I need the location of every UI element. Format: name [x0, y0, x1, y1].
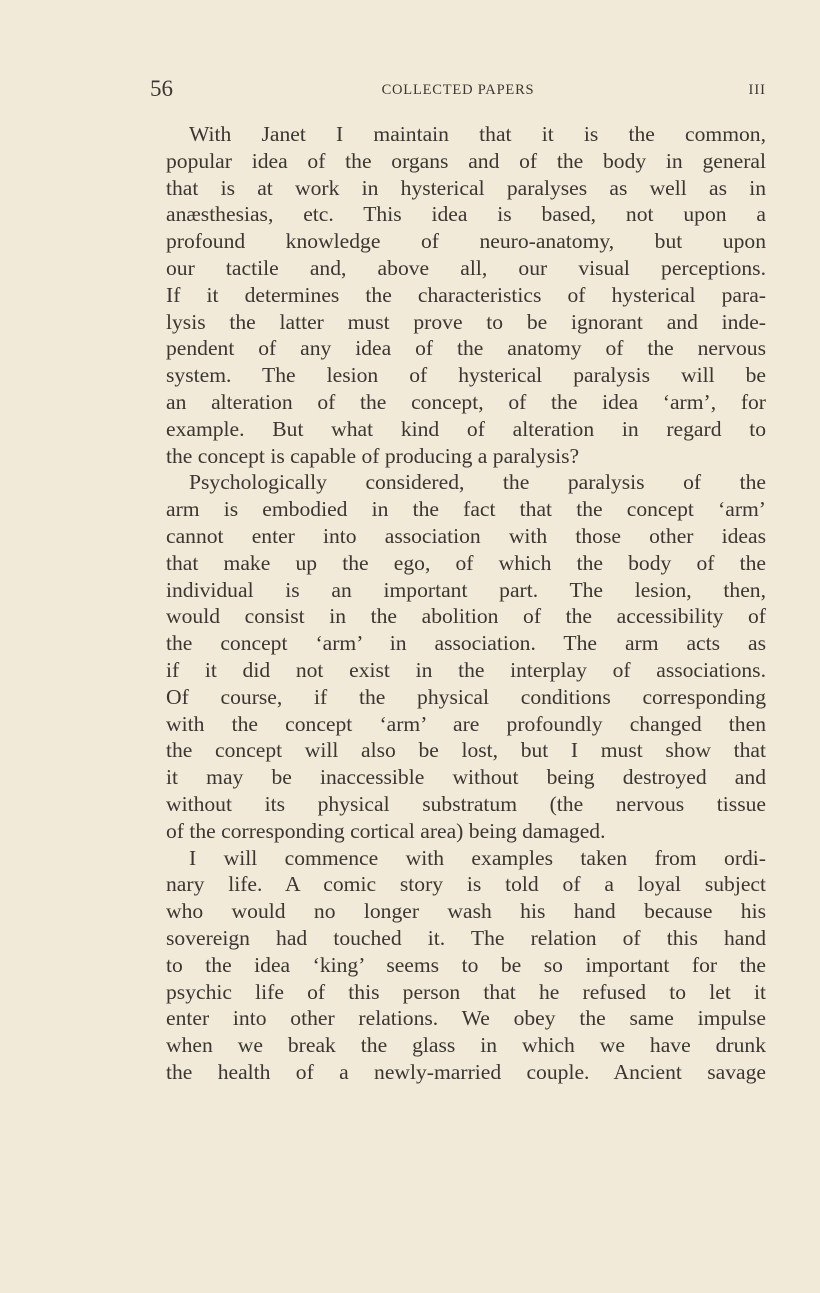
text-line: the concept ‘arm’ in association. The arm acts as	[166, 631, 766, 656]
paragraph	[166, 469, 766, 844]
text-line: Of course, if the physical conditions corresponding	[166, 684, 766, 709]
text-line: anæsthesias, etc. This idea is based, not upon a	[166, 202, 766, 227]
running-header	[150, 76, 766, 104]
text-line: to the idea ‘king’ seems to be so important for the	[166, 952, 766, 977]
text-line: I will commence with examples taken from ordi-	[189, 845, 766, 870]
body-text	[166, 121, 766, 1086]
text-line: that is at work in hysterical paralyses as well as in	[166, 175, 766, 200]
running-title: COLLECTED PAPERS	[381, 82, 535, 98]
text-line: of the corresponding cortical area) being damaged.	[166, 818, 606, 843]
text-line: the concept is capable of producing a paralysis?	[166, 443, 580, 468]
text-line: profound knowledge of neuro-anatomy, but upon	[166, 229, 766, 254]
text-line: would consist in the abolition of the accessibility of	[166, 604, 766, 629]
text-line: who would no longer wash his hand because his	[166, 899, 766, 924]
paragraph	[166, 845, 766, 1086]
paragraph	[166, 121, 766, 469]
text-line: without its physical substratum (the nervous tissue	[166, 791, 766, 816]
text-line: popular idea of the organs and of the body in general	[166, 148, 766, 173]
text-line: sovereign had touched it. The relation of this hand	[166, 925, 766, 950]
text-line: enter into other relations. We obey the same impulse	[166, 1006, 766, 1031]
text-line: pendent of any idea of the anatomy of the nervous	[166, 336, 766, 361]
volume-number: III	[748, 82, 766, 98]
text-line: an alteration of the concept, of the idea ‘arm’, for	[166, 389, 766, 414]
text-line: when we break the glass in which we have drunk	[166, 1033, 766, 1058]
text-line: If it determines the characteristics of hysterical para-	[166, 282, 766, 307]
text-line: individual is an important part. The lesion, then,	[166, 577, 766, 602]
text-line: the concept will also be lost, but I must show that	[166, 738, 766, 763]
text-line: With Janet I maintain that it is the common,	[189, 122, 766, 146]
text-line: arm is embodied in the fact that the concept ‘arm’	[166, 497, 766, 522]
text-line: with the concept ‘arm’ are profoundly changed then	[166, 711, 766, 736]
text-line: cannot enter into association with those other ideas	[166, 523, 766, 548]
text-line: nary life. A comic story is told of a loyal subject	[166, 872, 766, 897]
text-line: the health of a newly-married couple. Ancient savage	[166, 1059, 766, 1084]
text-line: psychic life of this person that he refused to let it	[166, 979, 766, 1004]
text-line: that make up the ego, of which the body of the	[166, 550, 766, 575]
text-line: example. But what kind of alteration in regard to	[166, 416, 766, 441]
text-line: system. The lesion of hysterical paralysis will be	[166, 363, 766, 388]
text-line: lysis the latter must prove to be ignorant and inde-	[166, 309, 766, 334]
text-line: if it did not exist in the interplay of associations.	[166, 657, 766, 682]
page-number: 56	[150, 76, 173, 101]
text-line: our tactile and, above all, our visual perceptions.	[166, 255, 766, 280]
text-line: Psychologically considered, the paralysis of the	[189, 470, 766, 495]
text-line: it may be inaccessible without being destroyed and	[166, 765, 766, 790]
